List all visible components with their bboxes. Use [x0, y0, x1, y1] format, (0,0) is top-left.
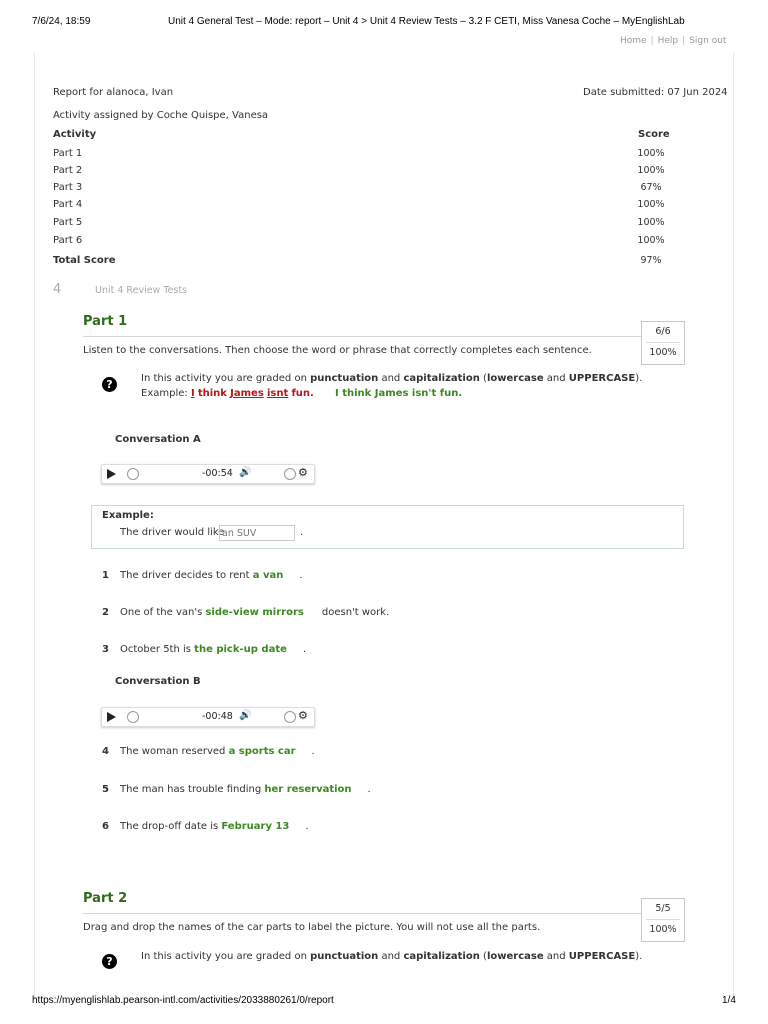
grading-and: and — [543, 951, 569, 962]
example-label: Example: — [141, 388, 191, 399]
grading-prefix: In this activity you are graded on — [141, 951, 311, 962]
total-score-label: Total Score — [53, 255, 116, 266]
conversation-b-label: Conversation B — [115, 676, 201, 687]
grading-lowercase: lowercase — [486, 951, 544, 962]
frame-right-border — [733, 52, 734, 1000]
print-datetime: 7/6/24, 18:59 — [32, 16, 91, 27]
question-answer: side-view mirrors — [205, 607, 304, 618]
part2-score-fraction: 5/5 — [646, 899, 680, 920]
part1-grading-note — [141, 373, 642, 384]
question-text: The driver decides to rent — [120, 570, 253, 581]
question-number: 6 — [102, 821, 109, 832]
grading-uppercase: UPPERCASE — [568, 373, 636, 384]
report-row-score: 100% — [637, 235, 665, 246]
question-text: The woman reserved — [120, 746, 229, 757]
wrong-word: James — [230, 388, 264, 399]
report-for: Report for alanoca, Ivan — [53, 87, 174, 98]
total-score-value: 97% — [640, 255, 662, 266]
unit-number: 4 — [53, 282, 62, 297]
wrong-word: fun — [291, 388, 311, 399]
volume-icon[interactable]: 🔊 — [239, 710, 252, 721]
question-answer: a van — [252, 570, 284, 581]
footer-url: https://myenglishlab.pearson-intl.com/activities/2033880261/0/report — [32, 995, 334, 1006]
question-text: October 5th is — [120, 644, 195, 655]
report-row-score: 100% — [637, 199, 665, 210]
part1-instruction: Listen to the conversations. Then choose the word or phrase that correctly completes each sentence. — [83, 345, 592, 356]
player-time: -00:54 — [202, 468, 233, 479]
correct-example: I think James isn't fun. — [335, 388, 463, 399]
question-after: . — [299, 570, 303, 581]
gear-icon[interactable]: ⚙ — [298, 709, 308, 722]
play-icon[interactable] — [107, 712, 116, 722]
question-after: . — [367, 784, 371, 795]
grading-paren: ). — [635, 951, 643, 962]
part2-title: Part 2 — [83, 891, 128, 906]
grading-punctuation: punctuation — [310, 951, 379, 962]
question-after: . — [305, 821, 309, 832]
grading-lowercase: lowercase — [486, 373, 544, 384]
question-number: 5 — [102, 784, 109, 795]
question-after: . — [311, 746, 315, 757]
wrong-word: I — [190, 388, 195, 399]
grading-paren: ). — [635, 373, 643, 384]
question-circle-icon[interactable]: ? — [102, 954, 117, 969]
part2-score-percent: 100% — [649, 924, 677, 935]
volume-icon[interactable]: 🔊 — [239, 467, 252, 478]
report-row-score: 100% — [637, 217, 665, 228]
part2-instruction: Drag and drop the names of the car parts to label the picture. You will not use all the parts. — [83, 922, 541, 933]
play-icon[interactable] — [107, 469, 116, 479]
top-links — [620, 36, 726, 46]
score-header: Score — [638, 129, 670, 140]
question-text: One of the van's — [120, 607, 206, 618]
player-time: -00:48 — [202, 711, 233, 722]
volume-knob[interactable] — [284, 468, 296, 480]
audio-player-a — [101, 464, 315, 484]
question-item — [120, 784, 371, 795]
question-number: 3 — [102, 644, 109, 655]
footer-page: 1/4 — [722, 995, 736, 1006]
grading-and: and — [378, 951, 404, 962]
question-item — [120, 821, 309, 832]
question-number: 4 — [102, 746, 109, 757]
question-answer: a sports car — [228, 746, 296, 757]
example-prefix: The driver would like — [120, 527, 225, 538]
report-row-score: 100% — [637, 148, 665, 159]
unit-title: Unit 4 Review Tests — [95, 285, 187, 296]
volume-knob[interactable] — [284, 711, 296, 723]
report-row-label: Part 5 — [53, 217, 83, 228]
question-item — [120, 570, 303, 581]
assigned-by: Activity assigned by Coche Quispe, Vanesa — [53, 110, 269, 121]
question-number: 1 — [102, 570, 109, 581]
report-row-label: Part 3 — [53, 182, 83, 193]
part1-score-box — [641, 321, 685, 365]
home-link[interactable]: Home — [620, 36, 647, 46]
question-after: . — [302, 644, 307, 655]
report-row-label: Part 2 — [53, 165, 83, 176]
question-item — [120, 607, 389, 618]
part2-grading-note — [141, 951, 642, 962]
wrong-word: think — [197, 388, 227, 399]
report-row-label: Part 1 — [53, 148, 83, 159]
wrong-word: . — [310, 388, 314, 399]
report-row-score: 67% — [640, 182, 662, 193]
question-after: doesn't work. — [321, 607, 390, 618]
grading-and: and — [543, 373, 569, 384]
part2-divider — [83, 913, 683, 914]
signout-link[interactable]: Sign out — [689, 36, 727, 46]
example-box — [91, 505, 684, 549]
grading-capitalization: capitalization — [403, 951, 480, 962]
question-answer: her reservation — [264, 784, 352, 795]
report-row-label: Part 4 — [53, 199, 83, 210]
help-link[interactable]: Help — [657, 36, 679, 46]
report-row-label: Part 6 — [53, 235, 83, 246]
grading-capitalization: capitalization — [403, 373, 480, 384]
grading-uppercase: UPPERCASE — [568, 951, 636, 962]
question-text: The drop-off date is — [120, 821, 222, 832]
part1-score-percent: 100% — [649, 347, 677, 358]
grading-paren: ( — [479, 951, 487, 962]
wrong-word: isnt — [266, 388, 289, 399]
example-suffix: . — [300, 527, 304, 538]
grading-punctuation: punctuation — [310, 373, 379, 384]
question-number: 2 — [102, 607, 109, 618]
frame-left-border — [34, 52, 35, 1000]
conversation-a-label: Conversation A — [115, 434, 201, 445]
question-circle-icon[interactable]: ? — [102, 377, 117, 392]
grading-paren: ( — [479, 373, 487, 384]
grading-and: and — [378, 373, 404, 384]
print-title: Unit 4 General Test – Mode: report – Unit 4 > Unit 4 Review Tests – 3.2 F CETI, Miss Vanesa Coche – MyEnglishLab — [168, 16, 685, 27]
question-answer: February 13 — [221, 821, 290, 832]
separator: | — [650, 36, 654, 46]
separator: | — [682, 36, 686, 46]
part1-title: Part 1 — [83, 314, 128, 329]
example-answer-field: an SUV — [219, 525, 295, 541]
part1-example-line — [141, 388, 462, 399]
gear-icon[interactable]: ⚙ — [298, 466, 308, 479]
question-item — [120, 746, 315, 757]
seek-knob[interactable] — [127, 468, 139, 480]
part1-score-fraction: 6/6 — [646, 322, 680, 343]
date-submitted: Date submitted: 07 Jun 2024 — [583, 87, 728, 98]
example-title: Example: — [102, 510, 154, 521]
question-answer: the pick-up date — [194, 644, 287, 655]
seek-knob[interactable] — [127, 711, 139, 723]
question-item — [120, 644, 306, 655]
audio-player-b — [101, 707, 315, 727]
part2-score-box — [641, 898, 685, 942]
question-text: The man has trouble finding — [120, 784, 265, 795]
part1-divider — [83, 336, 683, 337]
grading-prefix: In this activity you are graded on — [141, 373, 311, 384]
activity-header: Activity — [53, 129, 97, 140]
report-row-score: 100% — [637, 165, 665, 176]
